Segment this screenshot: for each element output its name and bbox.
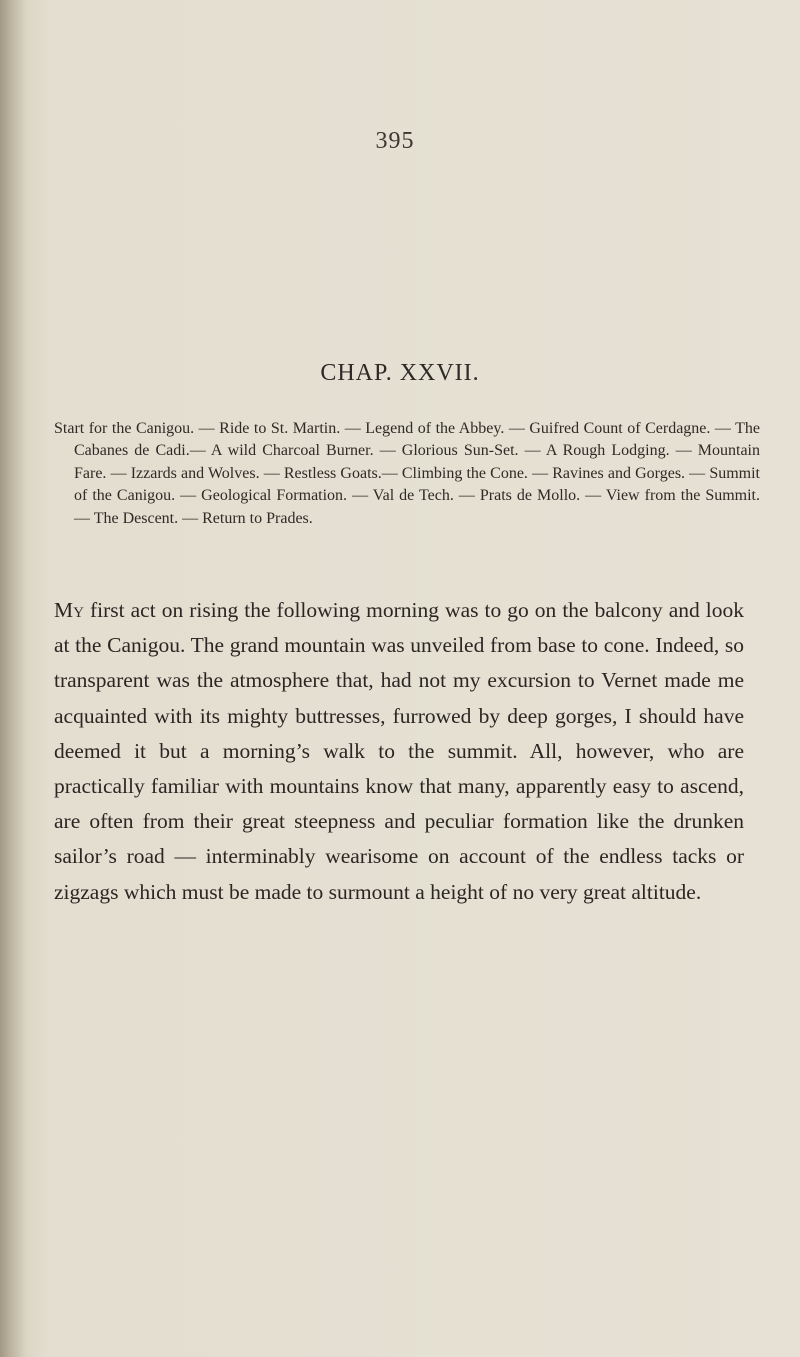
chapter-synopsis: Start for the Canigou. — Ride to St. Martin. — Legend of the Abbey. — Guifred Count of Cerdagne. — The Cabanes de Cadi.— A wild Charcoal Burner. — Glorious Sun-Set. — A Rough Lodging. — Mountain Fare. — Izzards and Wolves. — Restless Goats.— Climbing the Cone. — Ravines and Gorges. — Summit of the Canigou. — Geological Formation. — Val de Tech. — Prats de Mollo. — View from the Summit. — The Descent. — Return to Prades. <box>54 420 760 527</box>
paragraph-text: first act on rising the following morning was to go on the balcony and look at the Canigou. The grand mountain was unveiled from base to cone. Indeed, so transparent was the atmosphere that, had not my excursion to Vernet made me acquainted with its mighty buttresses, furrowed by deep gorges, I should have deemed it but a morning’s walk to the summit. All, however, who are practically familiar with mountains know that many, apparently easy to ascend, are often from their great steepness and peculiar formation like the drunken sailor’s road — interminably wearisome on account of the endless tacks or zigzags which must be made to surmount a height of no very great altitude. <box>54 598 744 904</box>
page-number: 395 <box>375 128 415 154</box>
body-paragraph <box>54 593 744 910</box>
opening-word: My <box>54 598 84 622</box>
chapter-heading: CHAP. XXVII. <box>320 360 480 386</box>
spine-shadow <box>0 0 28 1357</box>
